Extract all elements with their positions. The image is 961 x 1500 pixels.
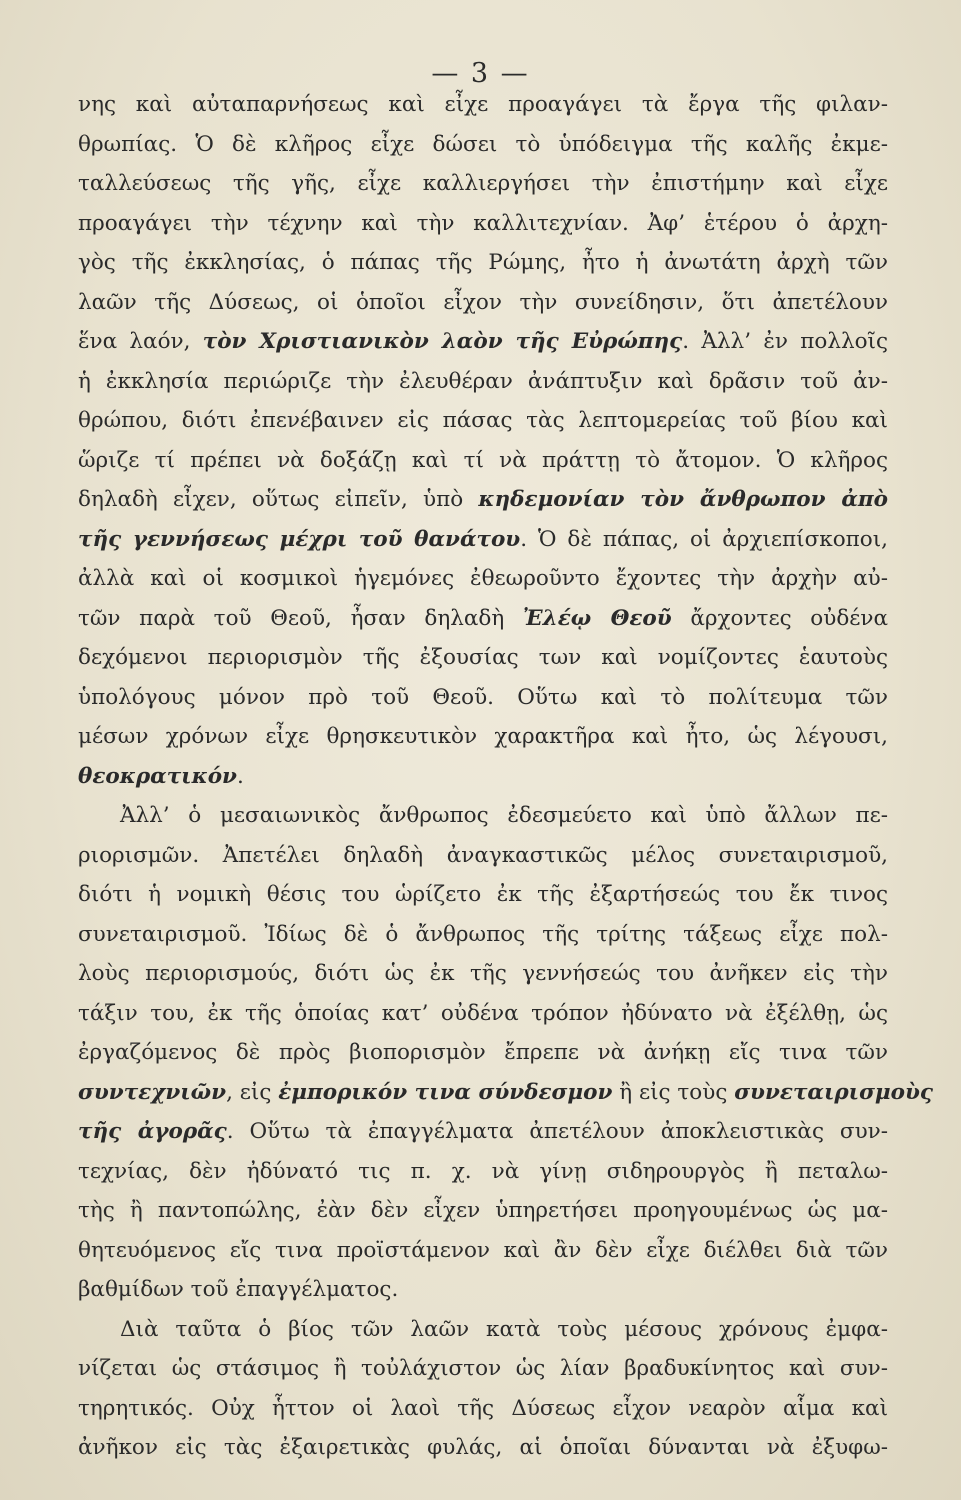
text-line: [78, 638, 888, 678]
line-text: ὑπολόγους μόνον πρὸ τοῦ Θεοῦ. Οὕτω καὶ τὸ πολίτευμα τῶν: [78, 684, 888, 710]
line-text: γὸς τῆς ἐκκλησίας, ὁ πάπας τῆς Ρώμης, ἦτο ἡ ἀνωτάτη ἀρχὴ τῶν: [78, 250, 888, 275]
line-text: προαγάγει τὴν τέχνην καὶ τὴν καλλιτεχνίαν. Ἀφ’ ἑτέρου ὁ ἀρχη-: [78, 210, 888, 236]
line-text: τὴς ἢ παντοπώλης, ἐὰν δὲν εἶχεν ὑπηρετήσει προηγουμένως ὡς μα-: [78, 1198, 888, 1223]
emphasized-text: κηδεμονίαν τὸν ἄνθρωπον ἀπὸ: [478, 487, 888, 512]
text-line: [78, 1112, 888, 1152]
text-line: [78, 204, 888, 244]
emphasized-text: τῆς ἀγορᾶς: [78, 1119, 227, 1144]
line-text: ὥριζε τί πρέπει νὰ δοξάζῃ καὶ τί νὰ πράττῃ τὸ ἄτομον. Ὁ κλῆρος: [78, 447, 888, 473]
text-line: [78, 836, 888, 876]
text-line: [78, 599, 888, 639]
text-line: [78, 757, 888, 797]
line-text: . Ὁ δὲ πάπας, οἱ ἀρχιεπίσκοποι,: [520, 526, 888, 552]
text-line: [78, 678, 888, 718]
emphasized-text: τὸν Χριστιανικὸν λαὸν τῆς Εὐρώπης: [202, 329, 683, 354]
line-text: . Οὕτω τὰ ἐπαγγέλματα ἀπετέλουν ἀποκλειστικὰς συν-: [226, 1119, 888, 1144]
line-text: τῶν παρὰ τοῦ Θεοῦ, ἦσαν δηλαδὴ: [78, 605, 523, 631]
line-text: διότι ἡ νομικὴ θέσις του ὡρίζετο ἐκ τῆς ἐξαρτήσεώς του ἔκ τινος: [78, 882, 888, 907]
line-text: νης καὶ αὐταπαρνήσεως καὶ εἶχε προαγάγει τὰ ἔργα τῆς φιλαν-: [78, 92, 888, 117]
text-line: [78, 1349, 888, 1389]
line-text: ἡ ἐκκλησία περιώριζε τὴν ἐλευθέραν ἀνάπτυξιν καὶ δρᾶσιν τοῦ ἀν-: [78, 368, 888, 394]
text-line: [78, 401, 888, 441]
line-text: ἀνῆκον εἰς τὰς ἐξαιρετικὰς φυλάς, αἱ ὁποῖαι δύνανται νὰ ἐξυφω-: [78, 1435, 888, 1460]
line-text: θρωπίας. Ὁ δὲ κλῆρος εἶχε δώσει τὸ ὑπόδειγμα τῆς καλῆς ἐκμε-: [78, 131, 888, 157]
text-line: [78, 796, 888, 836]
line-text: ἐργαζόμενος δὲ πρὸς βιοπορισμὸν ἔπρεπε νὰ ἀνήκῃ εἴς τινα τῶν: [78, 1040, 888, 1065]
text-line: [78, 1033, 888, 1073]
page-number: — 3 —: [431, 58, 530, 89]
line-text: . Ἀλλ’ ἐν πολλοῖς: [682, 329, 888, 354]
line-text: ριορισμῶν. Ἀπετέλει δηλαδὴ ἀναγκαστικῶς μέλος συνεταιρισμοῦ,: [78, 842, 888, 868]
emphasized-text: συντεχνιῶν: [78, 1079, 227, 1105]
text-line: [78, 915, 888, 955]
line-text: θρώπου, διότι ἐπενέβαινεν εἰς πάσας τὰς λεπτομερείας τοῦ βίου καὶ: [78, 408, 888, 433]
line-text: ἄρχοντες οὐδένα: [671, 605, 888, 631]
line-text: βαθμίδων τοῦ ἐπαγγέλματος.: [78, 1277, 399, 1302]
line-text: Διὰ ταῦτα ὁ βίος τῶν λαῶν κατὰ τοὺς μέσους χρόνους ἐμφα-: [120, 1316, 888, 1342]
text-line: [78, 954, 888, 994]
text-line: [78, 85, 888, 125]
text-line: [78, 1428, 888, 1468]
text-line: [78, 125, 888, 165]
text-line: [78, 362, 888, 402]
emphasized-text: ἐμπορικόν τινα σύνδεσμον: [278, 1079, 613, 1105]
emphasized-text: Ἐλέῳ Θεοῦ: [522, 605, 672, 631]
line-text: δεχόμενοι περιορισμὸν τῆς ἐξουσίας των καὶ νομίζοντες ἑαυτοὺς: [78, 645, 888, 670]
line-text: Ἀλλ’ ὁ μεσαιωνικὸς ἄνθρωπος ἐδεσμεύετο καὶ ὑπὸ ἄλλων πε-: [120, 803, 888, 828]
line-text: δηλαδὴ εἶχεν, οὕτως εἰπεῖν, ὑπὸ: [78, 487, 479, 512]
line-text: .: [236, 763, 244, 789]
text-line: [78, 1191, 888, 1231]
line-text: τεχνίας, δὲν ἠδύνατό τις π. χ. νὰ γίνῃ σιδηρουργὸς ἢ πεταλω-: [78, 1158, 888, 1184]
emphasized-text: θεοκρατικόν: [78, 763, 237, 789]
line-text: ἢ εἰς τοὺς: [612, 1079, 735, 1105]
text-line: [78, 994, 888, 1034]
text-line: [78, 283, 888, 323]
line-text: λαῶν τῆς Δύσεως, οἱ ὁποῖοι εἶχον τὴν συνείδησιν, ὅτι ἀπετέλουν: [78, 289, 888, 315]
text-line: [78, 559, 888, 599]
line-text: θητευόμενος εἴς τινα προϊστάμενον καὶ ἂν δὲν εἶχε διέλθει διὰ τῶν: [78, 1237, 888, 1263]
emphasized-text: συνεταιρισμοὺς: [734, 1079, 934, 1105]
text-line: [78, 1270, 888, 1310]
line-text: τηρητικός. Οὐχ ἧττον οἱ λαοὶ τῆς Δύσεως εἶχον νεαρὸν αἷμα καὶ: [78, 1395, 888, 1421]
text-line: [78, 875, 888, 915]
line-text: , εἰς: [226, 1079, 279, 1105]
text-line: [78, 1231, 888, 1271]
text-line: [78, 1310, 888, 1350]
line-text: ἕνα λαόν,: [78, 329, 203, 354]
line-text: μέσων χρόνων εἶχε θρησκευτικὸν χαρακτῆρα καὶ ἦτο, ὡς λέγουσι,: [78, 724, 888, 749]
line-text: συνεταιρισμοῦ. Ἰδίως δὲ ὁ ἄνθρωπος τῆς τρίτης τάξεως εἶχε πολ-: [78, 921, 888, 947]
line-text: τάξιν του, ἐκ τῆς ὁποίας κατ’ οὐδένα τρόπον ἠδύνατο νὰ ἐξέλθῃ, ὡς: [78, 1000, 888, 1026]
text-line: [78, 1389, 888, 1429]
text-line: [78, 1152, 888, 1192]
line-text: λοὺς περιορισμούς, διότι ὡς ἐκ τῆς γεννήσεώς του ἀνῆκεν εἰς τὴν: [78, 961, 888, 986]
line-text: νίζεται ὡς στάσιμος ἢ τοὐλάχιστον ὡς λίαν βραδυκίνητος καὶ συν-: [78, 1356, 888, 1381]
body-text: [78, 85, 934, 1468]
text-line: [78, 717, 888, 757]
text-line: [78, 322, 888, 362]
line-text: ἀλλὰ καὶ οἱ κοσμικοὶ ἡγεμόνες ἐθεωροῦντο ἔχοντες τὴν ἀρχὴν αὐ-: [78, 566, 888, 591]
text-line: [78, 480, 888, 520]
text-line: [78, 520, 888, 560]
text-line: [78, 164, 888, 204]
line-text: ταλλεύσεως τῆς γῆς, εἶχε καλλιεργήσει τὴν ἐπιστήμην καὶ εἶχε: [78, 171, 888, 196]
text-line: [78, 441, 888, 481]
text-line: [78, 1073, 934, 1113]
text-line: [78, 243, 888, 283]
emphasized-text: τῆς γεννήσεως μέχρι τοῦ θανάτου: [78, 526, 521, 552]
